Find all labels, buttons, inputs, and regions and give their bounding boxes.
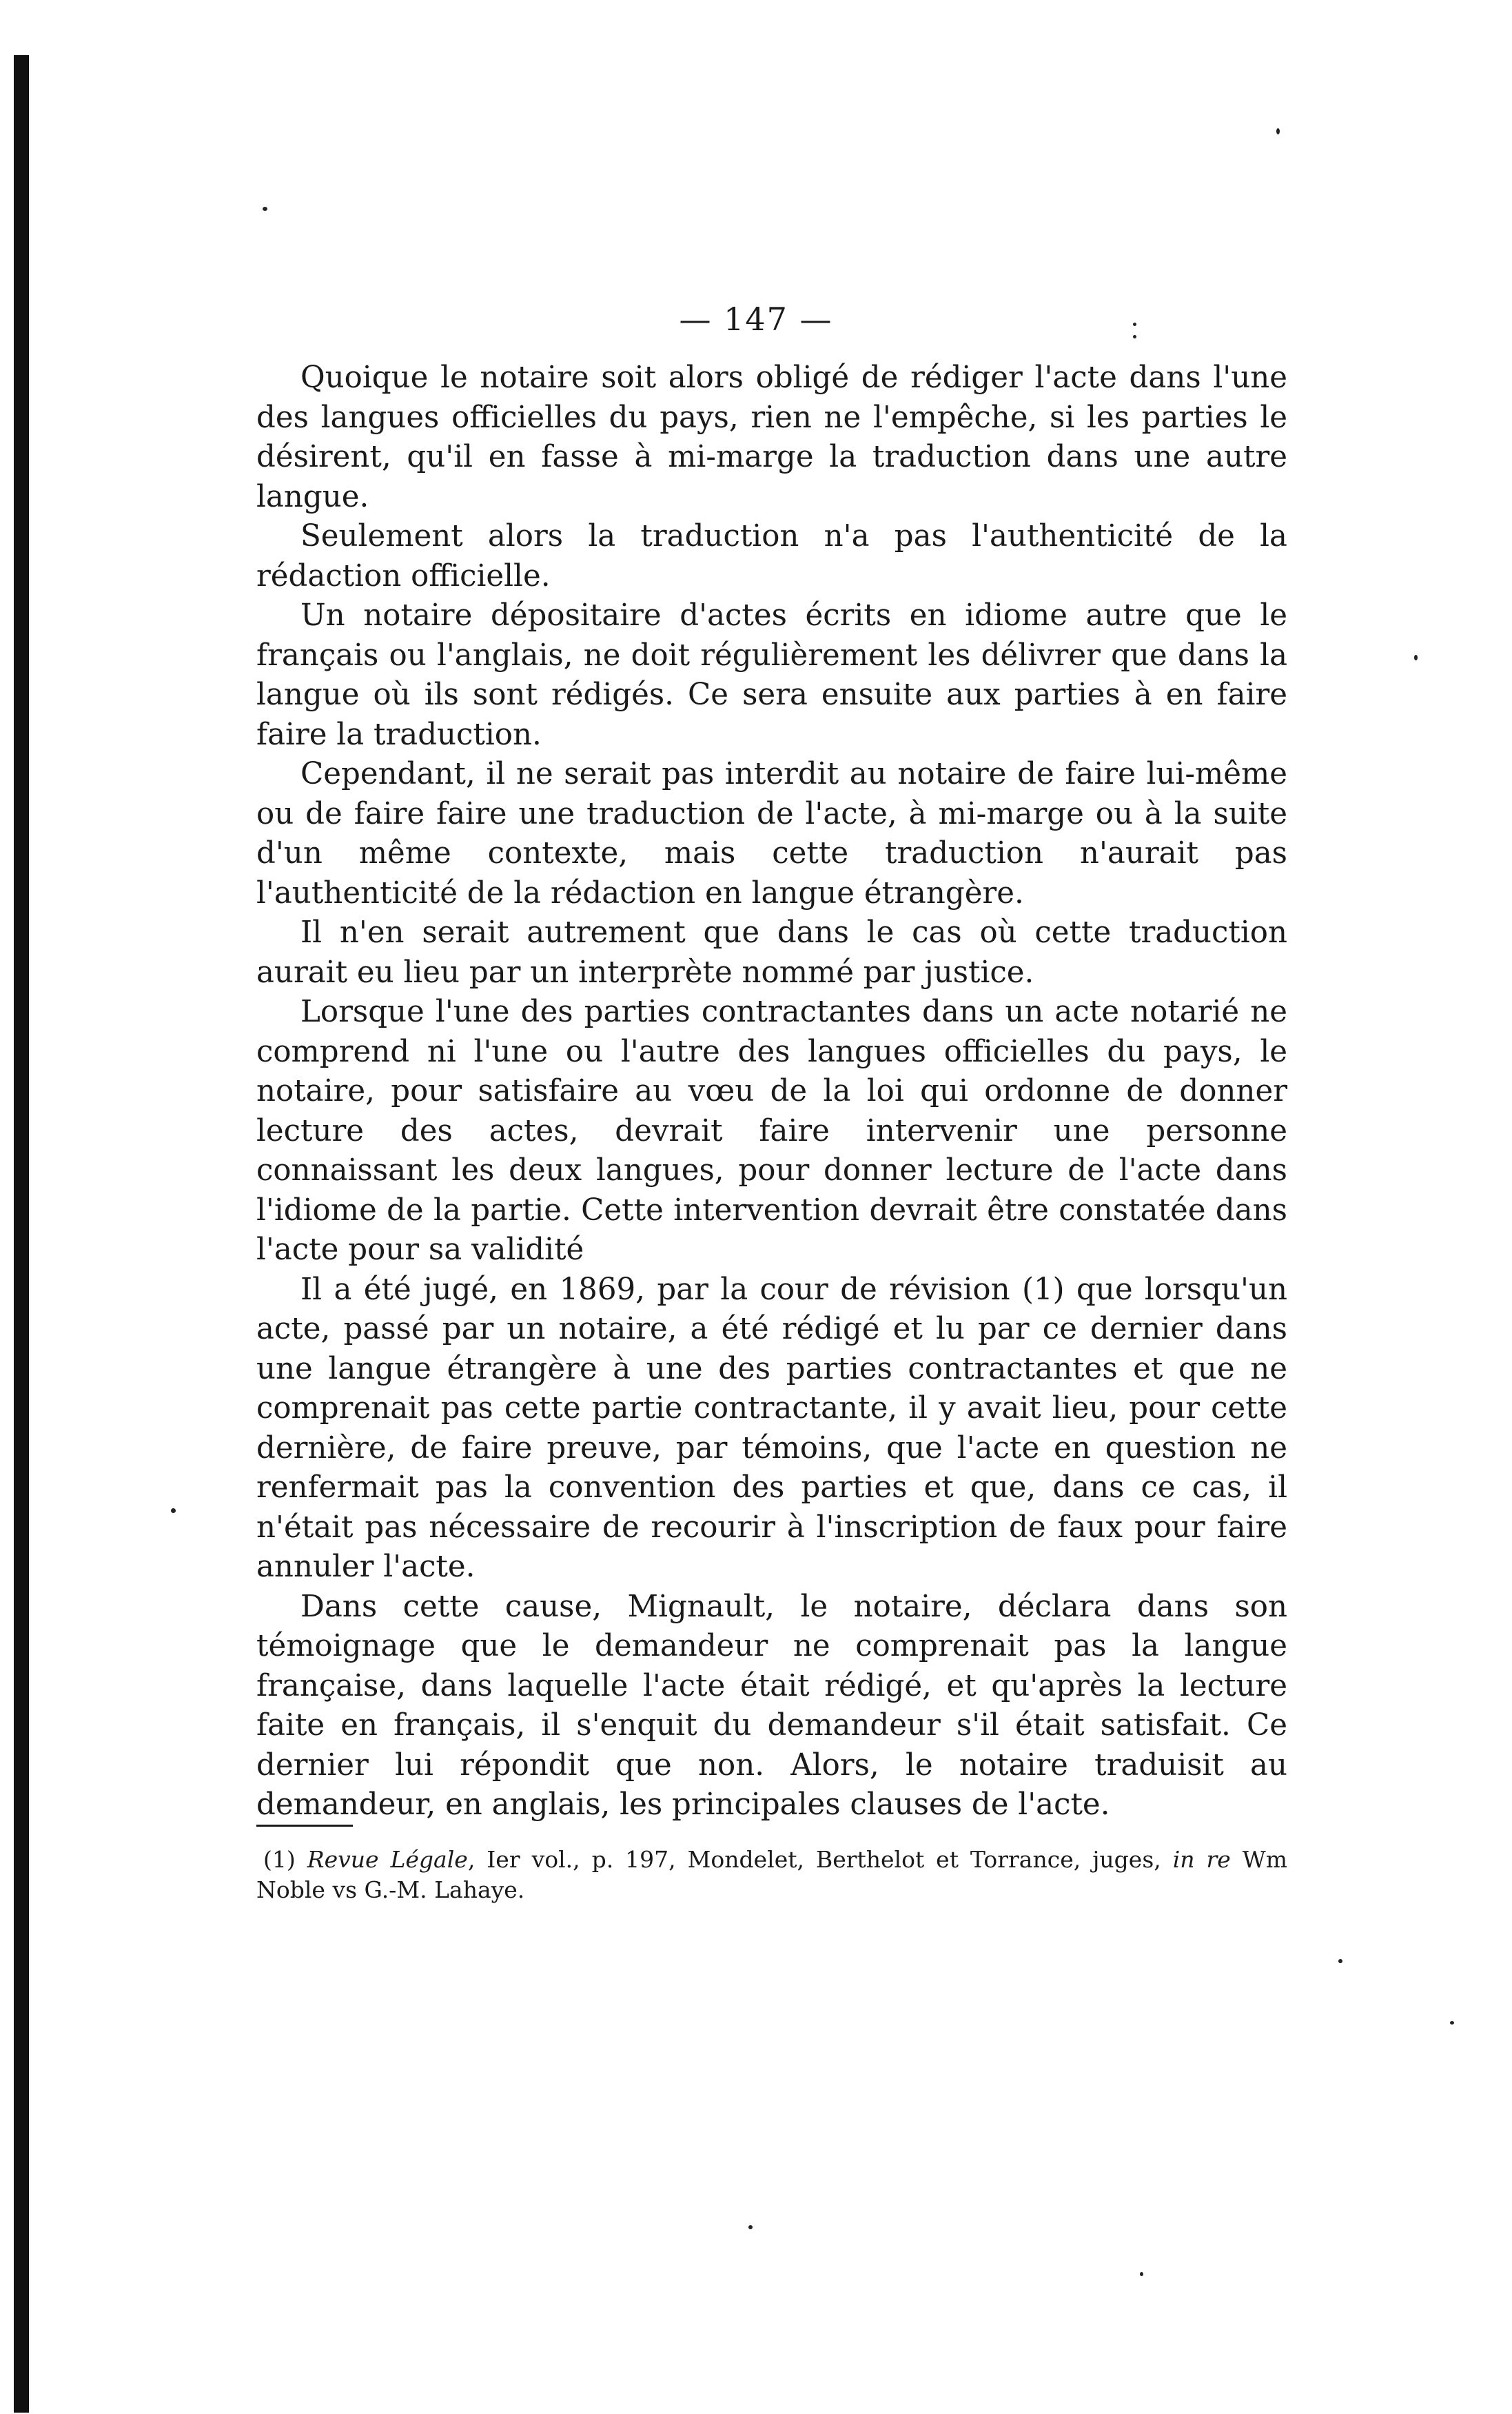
scan-binding-edge — [14, 55, 29, 2413]
paragraph: Lorsque l'une des parties contractantes dans un acte notarié ne comprend ni l'une ou l'autre des langues officielles du pays, le notaire, pour satisfaire au vœu de la loi qui ordonne de donner lecture des actes, devrait faire intervenir une personne connaissant les deux langues, pour donner lecture de l'acte dans l'idiome de la partie. Cette intervention devrait être constatée dans l'acte pour sa validité — [256, 995, 1287, 1267]
paragraph: Quoique le notaire soit alors obligé de rédiger l'acte dans l'une des langues officielles du pays, rien ne l'empêche, si les parties le désirent, qu'il en fasse à mi-marge la traduction dans une autre langue. — [256, 361, 1287, 514]
footnote-details: , Ier vol., p. 197, Mondelet, Berthelot et Torrance, juges, — [467, 1846, 1161, 1873]
scan-speck — [263, 207, 267, 211]
scan-speck — [1414, 655, 1418, 660]
body-text — [256, 358, 1287, 1825]
footnote-marker: (1) — [263, 1846, 296, 1873]
page-number: — 147 — — [679, 301, 833, 338]
scan-speck — [171, 1508, 176, 1513]
paragraph: Il a été jugé, en 1869, par la cour de révision (1) que lorsqu'un acte, passé par un notaire, a été rédigé et lu par ce dernier dans une langue étrangère à une des parties contractantes et que ne comprenait pas cette partie contractante, il y avait lieu, pour cette dernière, de faire preuve, par témoins, que l'acte en question ne renfermait pas la convention des parties et que, dans ce cas, il n'était pas nécessaire de recourir à l'inscription de faux pour faire annuler l'acte. — [256, 1272, 1287, 1584]
scan-speck — [1133, 335, 1136, 338]
paragraph: Il n'en serait autrement que dans le cas où cette traduction aurait eu lieu par un interprète nommé par justice. — [256, 915, 1287, 990]
paragraph: Cependant, il ne serait pas interdit au notaire de faire lui-même ou de faire faire une traduction de l'acte, à mi-marge ou à la suite d'un même contexte, mais cette traduction n'aurait pas l'authenticité de la rédaction en langue étrangère. — [256, 757, 1287, 911]
scan-speck — [1276, 128, 1280, 134]
scan-speck — [1338, 1959, 1342, 1963]
scan-speck — [748, 2225, 753, 2229]
footnote-separator — [256, 1825, 353, 1827]
paragraph: Seulement alors la traduction n'a pas l'authenticité de la rédaction officielle. — [256, 519, 1287, 594]
footnote-source: Revue Légale — [307, 1846, 468, 1873]
paragraph: Dans cette cause, Mignault, le notaire, déclara dans son témoignage que le demandeur ne comprenait pas la langue française, dans laquelle l'acte était rédigé, et qu'après la lecture faite en français, il s'enquit du demandeur s'il était satisfait. Ce dernier lui répondit que non. Alors, le notaire traduisit au demandeur, en anglais, les principales clauses de l'acte. — [256, 1589, 1287, 1822]
footnote-case-name: Wm Noble vs G.-M. Lahaye. — [256, 1846, 1287, 1903]
scan-speck — [1450, 2021, 1454, 2025]
footnote-case-prefix: in re — [1172, 1846, 1231, 1873]
scan-speck — [1140, 2272, 1143, 2276]
scan-speck — [1133, 323, 1136, 326]
footnote — [256, 1845, 1287, 1905]
paragraph: Un notaire dépositaire d'actes écrits en idiome autre que le français ou l'anglais, ne doit régulièrement les délivrer que dans la langue où ils sont rédigés. Ce sera ensuite aux parties à en faire faire la traduction. — [256, 598, 1287, 752]
